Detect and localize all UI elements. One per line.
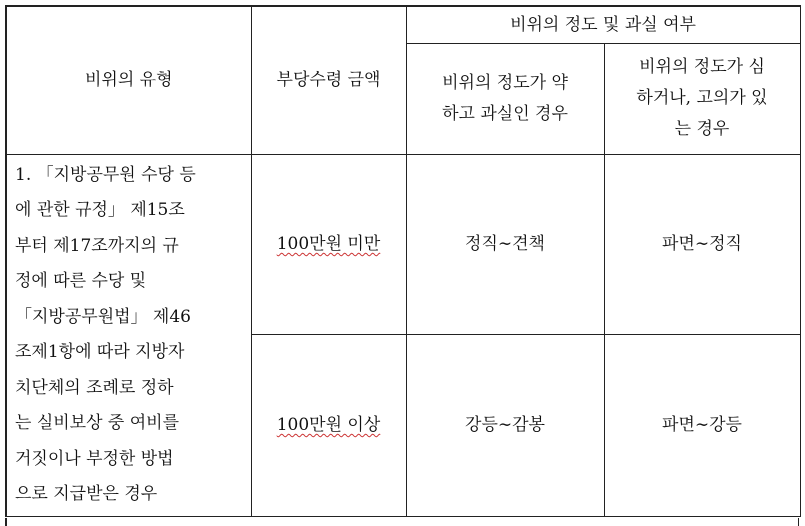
header-severe-line: 는 경우 [674,119,730,139]
violation-type-line: 1. 「지방공무원 수당 등 [15,164,196,185]
header-mild-cell [406,43,604,154]
header-amount-cell [251,6,406,154]
violation-type-cell [6,154,251,516]
violation-type-line: 으로 지급받은 경우 [15,484,158,504]
header-degree-group-label: 비위의 정도 및 과실 여부 [510,14,696,35]
amount-cell [251,154,406,334]
violation-type-line: 조제1항에 따라 지방자 [15,342,185,362]
mild-penalty-value: 정직∼견책 [465,234,545,254]
header-amount-label: 부당수령 금액 [276,70,381,91]
violation-type-line: 에 관한 규정」 제15조 [15,200,185,220]
violation-type-line: 부터 제17조까지의 규 [15,235,179,256]
header-severe-line: 하거나, 고의가 있 [636,88,768,108]
violation-type-line: 「지방공무원법」 제46 [15,306,191,327]
table-continuation-edge [5,518,799,526]
violation-type-line: 는 실비보상 중 여비를 [15,413,180,433]
violation-type-text [7,158,251,513]
mild-penalty-cell [406,154,604,334]
severe-penalty-cell [604,154,800,334]
header-type-label: 비위의 유형 [84,70,173,91]
mild-penalty-value: 강등∼감봉 [465,415,545,435]
amount-value: 100만원 이상 [276,415,381,435]
severe-penalty-value: 파면∼강등 [662,415,742,435]
mild-penalty-cell [406,334,604,516]
header-mild-line: 비위의 정도가 약 [442,72,568,93]
amount-cell [251,334,406,516]
severe-penalty-cell [604,334,800,516]
header-degree-group-cell [406,6,800,43]
header-mild-line: 하고 과실인 경우 [442,103,568,124]
severe-penalty-value: 파면∼정직 [662,234,742,254]
header-type-cell [6,6,251,154]
violation-type-line: 치단체의 조례로 정하 [15,377,174,398]
violation-type-line: 정에 따른 수당 및 [15,271,147,291]
violation-type-line: 거짓이나 부정한 방법 [15,448,174,469]
amount-value: 100만원 미만 [276,234,381,254]
disciplinary-standard-table [5,5,801,517]
header-severe-line: 비위의 정도가 심 [639,57,765,77]
header-severe-cell [604,43,800,154]
